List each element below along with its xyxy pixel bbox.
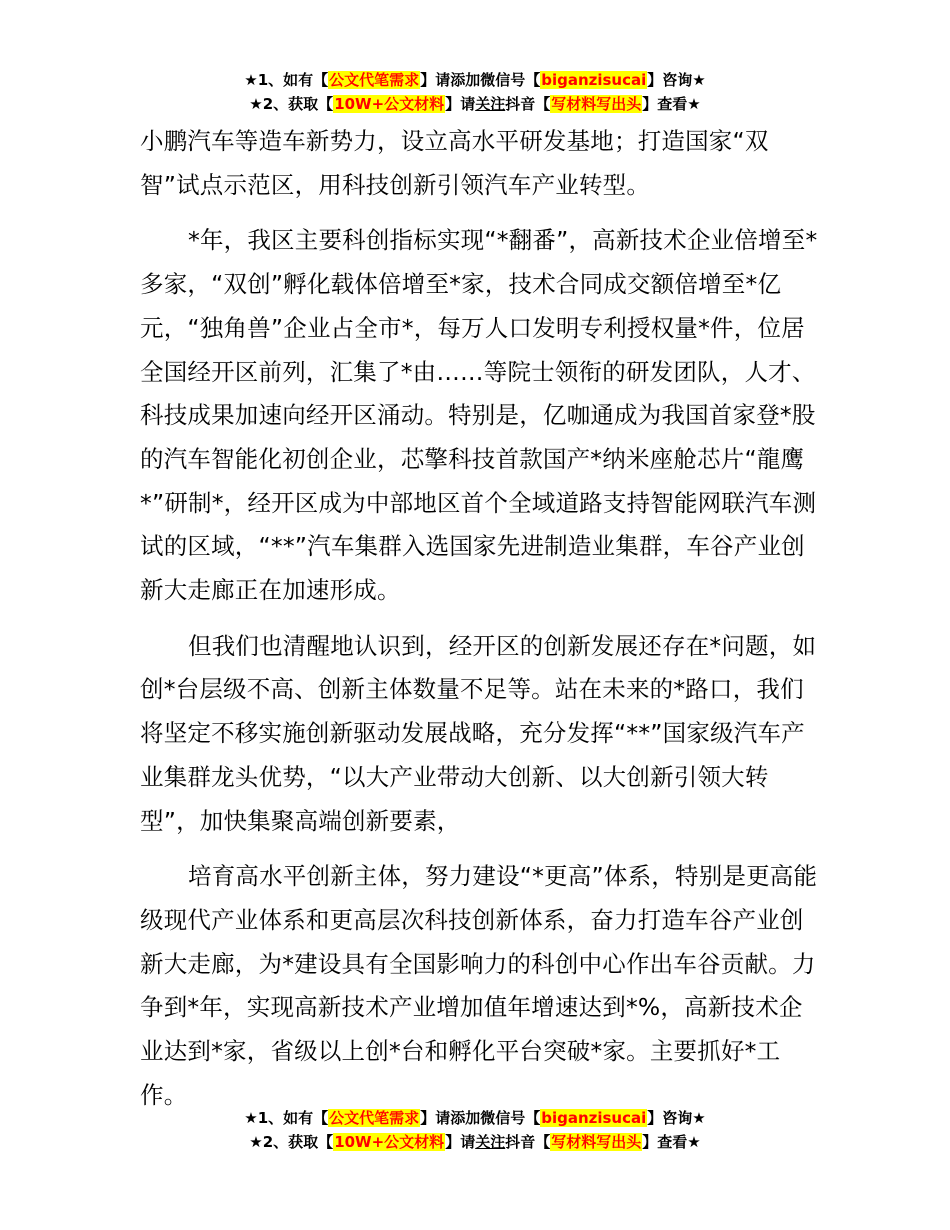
- footer-line-2-middle-1: 】请: [445, 1133, 476, 1151]
- footer-line-2-middle-2: 抖音【: [505, 1133, 551, 1151]
- footer-banner: [0, 1106, 950, 1154]
- footer-line-2: [0, 1130, 950, 1154]
- footer-highlight-wechat-id: biganzisucai: [541, 1109, 647, 1127]
- header-highlight-service: 公文代笔需求: [329, 71, 420, 89]
- header-line-1-suffix: 】咨询★: [647, 71, 706, 89]
- header-line-2-middle-1: 】请: [445, 95, 476, 113]
- footer-highlight-douyin: 写材料写出头: [551, 1133, 642, 1151]
- paragraph-4: 培育高水平创新主体，努力建设“*更高”体系，特别是更高能级现代产业体系和更高层次科技创新体系，奋力打造车谷产业创新大走廊，为*建设具有全国影响力的科创中心作出车谷贡献。力争到*年，实现高新技术产业增加值年增速达到*%，高新技术企业达到*家，省级以上创*台和孵化平台突破*家。主要抓好*工作。: [140, 862, 818, 1109]
- footer-line-1-middle: 】请添加微信号【: [420, 1109, 541, 1127]
- footer-underline-follow: 关注: [475, 1133, 506, 1151]
- header-line-1-prefix: ★1、如有【: [244, 71, 329, 89]
- footer-line-1: [0, 1106, 950, 1130]
- footer-highlight-materials: 10W+公文材料: [334, 1133, 445, 1151]
- header-line-2-middle-2: 抖音【: [505, 95, 551, 113]
- footer-highlight-service: 公文代笔需求: [329, 1109, 420, 1127]
- header-line-2: [0, 92, 950, 116]
- paragraph-1: 小鹏汽车等造车新势力，设立高水平研发基地；打造国家“双智”试点示范区，用科技创新引领汽车产业转型。: [140, 127, 769, 199]
- header-line-1-middle: 】请添加微信号【: [420, 71, 541, 89]
- footer-line-1-prefix: ★1、如有【: [244, 1109, 329, 1127]
- header-line-1: [0, 68, 950, 92]
- header-line-2-suffix: 】查看★: [642, 95, 701, 113]
- header-highlight-wechat-id: biganzisucai: [541, 71, 647, 89]
- paragraph-3: 但我们也清醒地认识到，经开区的创新发展还存在*问题，如创*台层级不高、创新主体数量不足等。站在未来的*路口，我们将坚定不移实施创新驱动发展战略，充分发挥“**”国家级汽车产业集群龙头优势，“以大产业带动大创新、以大创新引领大转型”，加快集聚高端创新要素，: [140, 631, 817, 835]
- footer-line-2-prefix: ★2、获取【: [249, 1133, 334, 1151]
- header-underline-follow: 关注: [475, 95, 506, 113]
- footer-line-2-suffix: 】查看★: [642, 1133, 701, 1151]
- header-highlight-douyin: 写材料写出头: [551, 95, 642, 113]
- footer-line-1-suffix: 】咨询★: [647, 1109, 706, 1127]
- header-highlight-materials: 10W+公文材料: [334, 95, 445, 113]
- document-body: [140, 120, 820, 1129]
- paragraph-2: *年，我区主要科创指标实现“*翻番”，高新技术企业倍增至*多家，“双创”孵化载体倍增至*家，技术合同成交额倍增至*亿元，“独角兽”企业占全市*，每万人口发明专利授权量*件，位居全国经开区前列，汇集了*由……等院士领衔的研发团队，人才、科技成果加速向经开区涌动。特别是，亿咖通成为我国首家登*股的汽车智能化初创企业，芯擎科技首款国产*纳米座舱芯片“龍鹰*”研制*，经开区成为中部地区首个全域道路支持智能网联汽车测试的区域，“**”汽车集群入选国家先进制造业集群，车谷产业创新大走廊正在加速形成。: [140, 226, 818, 605]
- header-banner: [0, 68, 950, 116]
- header-line-2-prefix: ★2、获取【: [249, 95, 334, 113]
